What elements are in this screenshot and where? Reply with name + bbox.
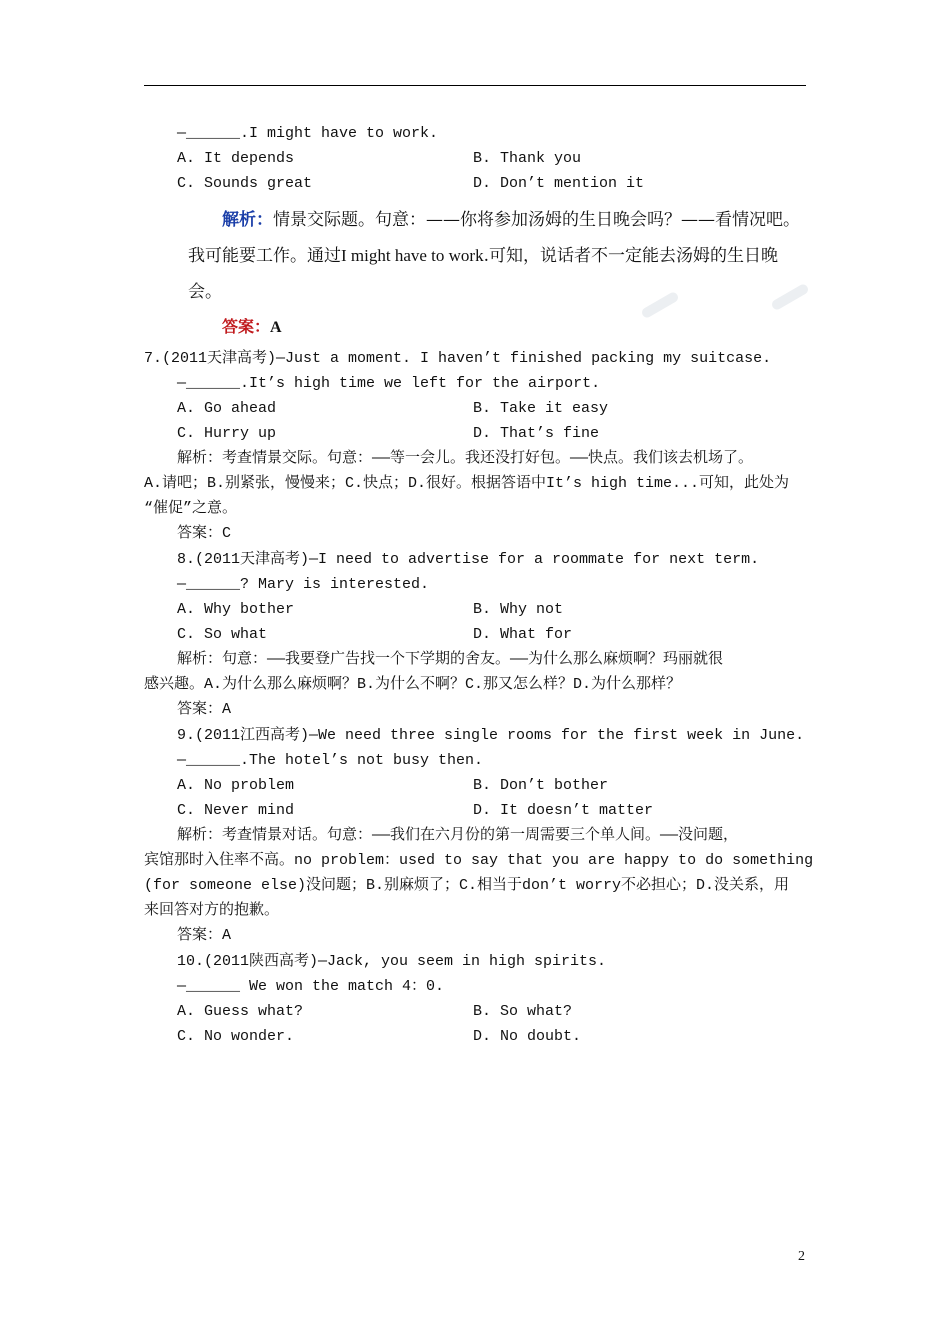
q9-answer-label: 答案：	[177, 927, 223, 944]
q6-analysis-text-1: 情景交际题。句意：——你将参加汤姆的生日晚会吗？——看情况吧。	[273, 210, 800, 230]
q7-answer-label: 答案：	[177, 525, 223, 542]
q8-answer-line	[177, 700, 231, 720]
q10-option-d: D. No doubt.	[473, 1028, 582, 1045]
q9-analysis-line-2: 宾馆那时入住率不高。no problem：used to say that you are happy to do something	[144, 852, 814, 869]
q8-analysis-line-1: 解析：句意：——我要登广告找一个下学期的舍友。——为什么那么麻烦啊？玛丽就很	[177, 651, 724, 668]
q6-analysis-text-3: 会。	[188, 282, 222, 302]
q8-analysis-line-2: 感兴趣。A.为什么那么麻烦啊？B.为什么不啊？C.那又怎么样？D.为什么那样？	[144, 676, 682, 693]
q9-option-d: D. It doesn’t matter	[473, 802, 654, 819]
q6-analysis-label: 解析：	[222, 210, 273, 230]
q7-analysis-line-2: A.请吧；B.别紧张，慢慢来；C.快点；D.很好。根据答语中It’s high time...可知，此处为	[144, 475, 790, 492]
page-number: 2	[798, 1249, 805, 1264]
header-rule	[144, 85, 806, 86]
q7-option-b: B. Take it easy	[473, 400, 609, 417]
q8-answer-label: 答案：	[177, 701, 223, 718]
q10-line-a: 10.(2011陕西高考)—Jack, you seem in high spirits.	[177, 953, 607, 970]
q9-analysis-line-4: 来回答对方的抱歉。	[144, 902, 280, 919]
q8-option-b: B. Why not	[473, 601, 564, 618]
q7-option-d: D. That’s fine	[473, 425, 600, 442]
q6-answer-line	[222, 316, 282, 340]
q7-line-a: 7.(2011天津高考)—Just a moment. I haven’t finished packing my suitcase.	[144, 350, 772, 367]
q9-analysis-line-3: (for someone else)没问题；B.别麻烦了；C.相当于don’t worry不必担心；D.没关系，用	[144, 877, 790, 894]
q6-analysis-line-3	[188, 280, 222, 306]
q7-analysis-line-3: “催促”之意。	[144, 500, 238, 517]
q9-analysis-line-1: 解析：考查情景对话。句意：——我们在六月份的第一周需要三个单人间。——没问题，	[177, 827, 739, 844]
q6-answer-label: 答案：	[222, 317, 271, 336]
q8-option-c: C. So what	[177, 626, 268, 643]
q9-option-a: A. No problem	[177, 777, 295, 794]
q9-line-b: —______.The hotel’s not busy then.	[177, 752, 484, 769]
q7-line-b: —______.It’s high time we left for the airport.	[177, 375, 601, 392]
q6-answer-value: A	[270, 319, 282, 336]
q6-option-a: A. It depends	[177, 150, 295, 167]
q9-line-a: 9.(2011江西高考)—We need three single rooms for the first week in June.	[177, 727, 805, 744]
q8-option-a: A. Why bother	[177, 601, 295, 618]
q10-option-b: B. So what?	[473, 1003, 573, 1020]
q7-answer-value: C	[222, 525, 232, 542]
q9-answer-value: A	[222, 927, 232, 944]
watermark-mark	[640, 291, 680, 320]
q9-answer-line	[177, 926, 231, 946]
q6-analysis-quote: I might have to work	[341, 246, 484, 265]
q6-option-c: C. Sounds great	[177, 175, 313, 192]
q6-analysis-line-2	[188, 244, 778, 270]
q7-analysis-line-1: 解析：考查情景交际。句意：——等一会儿。我还没打好包。——快点。我们该去机场了。	[177, 450, 754, 467]
q10-option-c: C. No wonder.	[177, 1028, 295, 1045]
q10-option-a: A. Guess what?	[177, 1003, 304, 1020]
q6-option-d: D. Don’t mention it	[473, 175, 645, 192]
q9-option-b: B. Don’t bother	[473, 777, 609, 794]
q6-analysis-text-2a: 我可能要工作。通过	[188, 246, 341, 266]
q8-option-d: D. What for	[473, 626, 573, 643]
q8-answer-value: A	[222, 701, 232, 718]
q10-line-b: —______ We won the match 4：0.	[177, 978, 445, 995]
watermark-mark	[770, 283, 810, 312]
q6-analysis-line-1	[222, 208, 800, 234]
q8-line-a: 8.(2011天津高考)—I need to advertise for a roommate for next term.	[177, 551, 760, 568]
q6-option-b: B. Thank you	[473, 150, 582, 167]
q6-line-b: —______.I might have to work.	[177, 125, 439, 142]
q7-option-a: A. Go ahead	[177, 400, 277, 417]
q9-option-c: C. Never mind	[177, 802, 295, 819]
q7-answer-line	[177, 524, 231, 544]
q6-analysis-text-2c: .可知，说话者不一定能去汤姆的生日晚	[483, 246, 778, 266]
q7-option-c: C. Hurry up	[177, 425, 277, 442]
q8-line-b: —______? Mary is interested.	[177, 576, 430, 593]
